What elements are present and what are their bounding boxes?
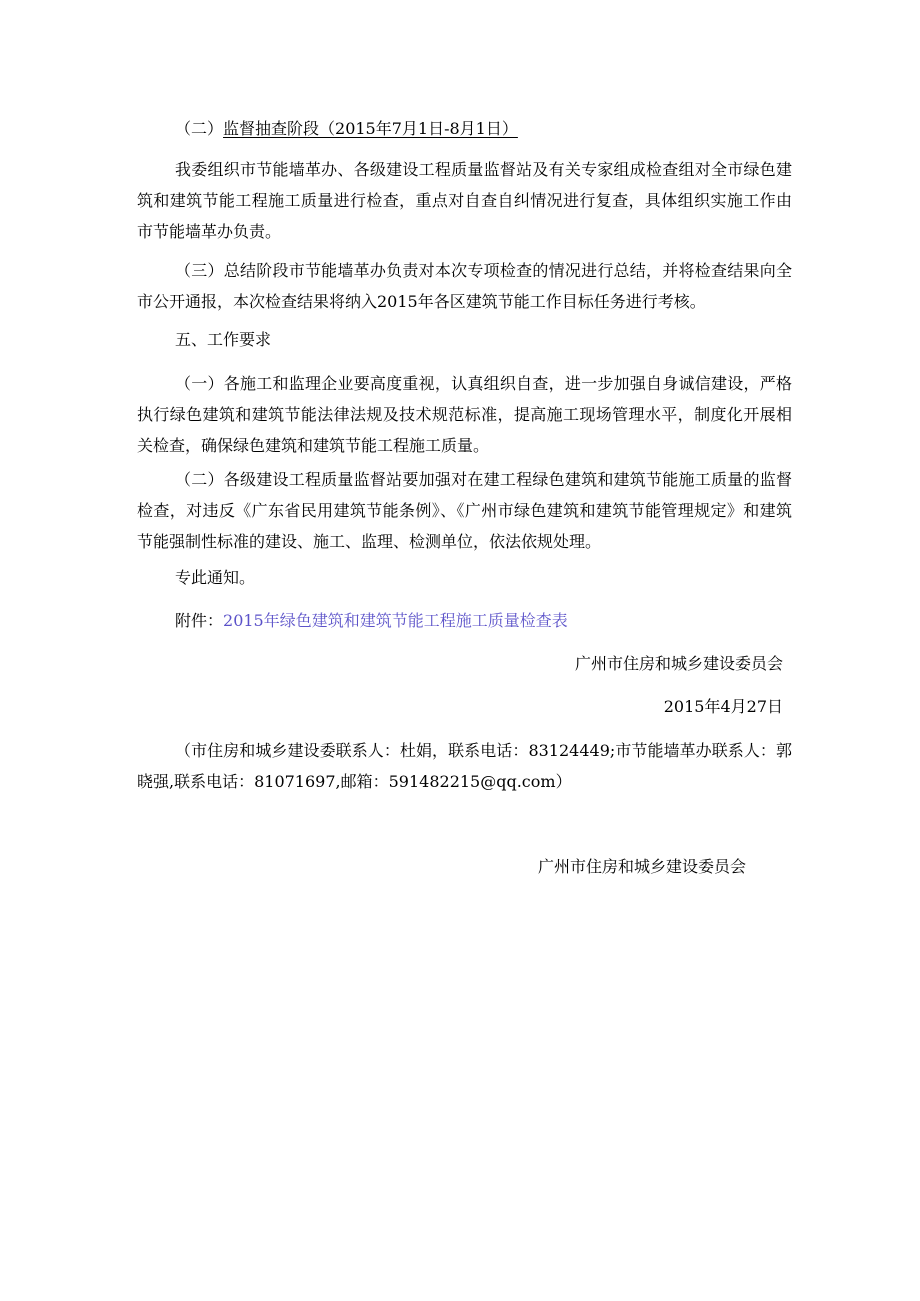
supervision-prefix: （二） — [175, 119, 224, 138]
requirement-item-1: （一）各施工和监理企业要高度重视，认真组织自查，进一步加强自身诚信建设，严格执行绿色建筑和建筑节能法律法规及技术规范标准，提高施工现场管理水平，制度化开展相关检查，确保绿色建筑和建筑节能工程施工质量。 — [137, 374, 792, 455]
supervision-heading — [137, 113, 792, 144]
footer-org: 广州市住房和城乡建设委员会 — [537, 857, 746, 876]
attachment-label: 附件： — [175, 611, 224, 630]
attachment-link[interactable]: 2015年绿色建筑和建筑节能工程施工质量检查表 — [223, 611, 568, 630]
requirement-item-2: （二）各级建设工程质量监督站要加强对在建工程绿色建筑和建筑节能施工质量的监督检查，对违反《广东省民用建筑节能条例》、《广州市绿色建筑和建筑节能管理规定》和建筑节能强制性标准的建设、施工、监理、检测单位，依法依规处理。 — [137, 470, 792, 551]
requirements-title: 五、工作要求 — [175, 330, 272, 349]
signature-date: 2015年4月27日 — [663, 697, 783, 716]
supervision-body: 我委组织市节能墙革办、各级建设工程质量监督站及有关专家组成检查组对全市绿色建筑和建筑节能工程施工质量进行检查，重点对自查自纠情况进行复查，具体组织实施工作由市节能墙革办负责。 — [137, 160, 792, 241]
notice-text: 专此通知。 — [175, 568, 256, 587]
signature-org: 广州市住房和城乡建设委员会 — [574, 654, 783, 673]
attachment-line — [137, 605, 792, 636]
contact-info: （市住房和城乡建设委联系人：杜娟，联系电话：83124449;市节能墙革办联系人：郭晓强,联系电话：81071697,邮箱：591482215@qq.com） — [137, 741, 792, 791]
summary-paragraph: （三）总结阶段市节能墙革办负责对本次专项检查的情况进行总结，并将检查结果向全市公开通报，本次检查结果将纳入2015年各区建筑节能工作目标任务进行考核。 — [137, 261, 792, 311]
supervision-heading-text: 监督抽查阶段（2015年7月1日-8月1日） — [223, 119, 518, 138]
